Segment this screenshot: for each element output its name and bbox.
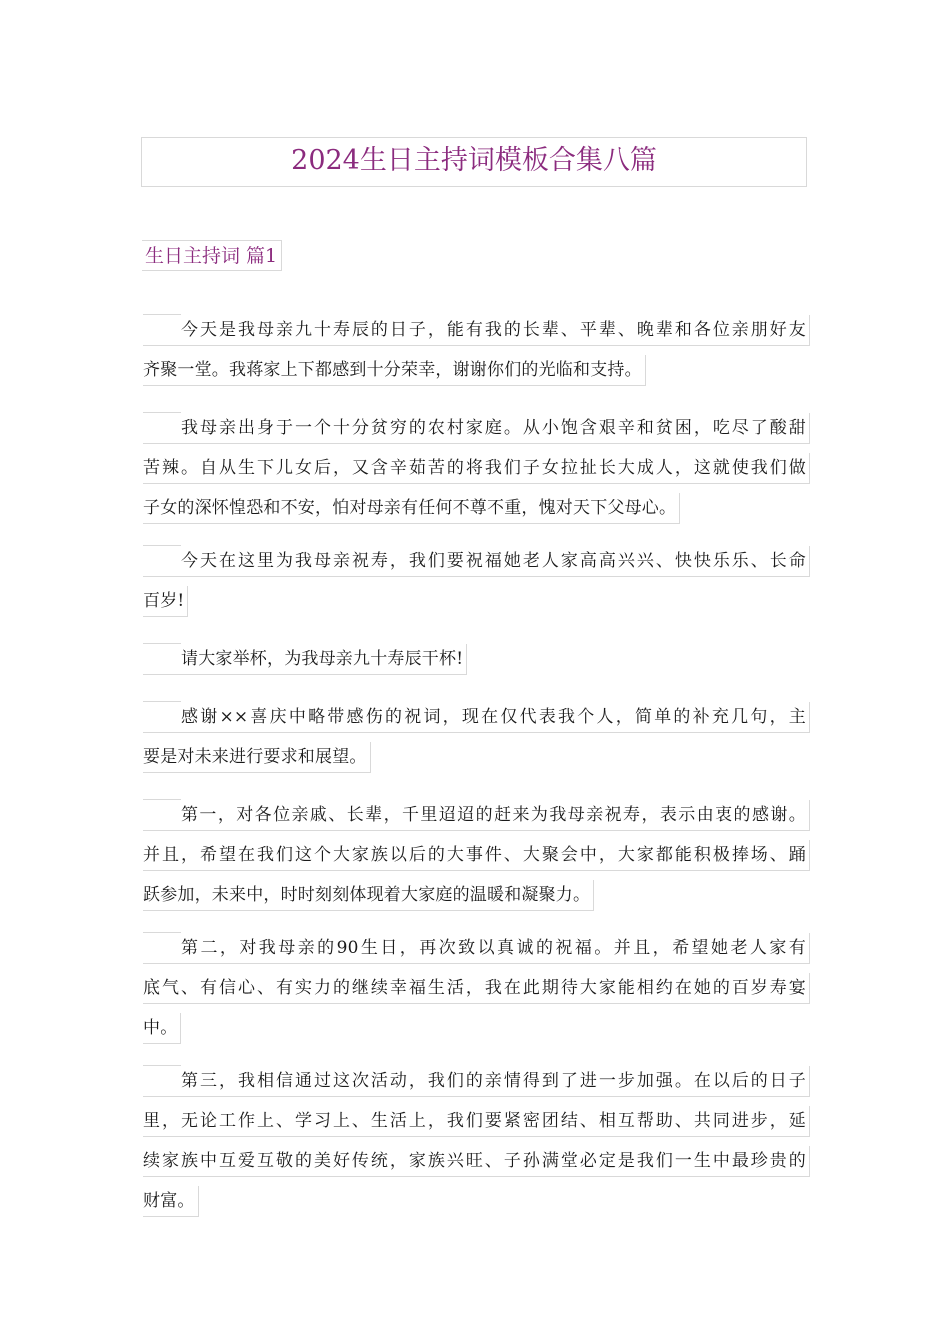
paragraph-line bbox=[143, 741, 809, 781]
line-text: 要是对未来进行要求和展望。 bbox=[143, 742, 371, 773]
line-text: 并且，希望在我们这个大家族以后的大事件、大聚会中，大家都能积极捧场、踊 bbox=[143, 840, 810, 871]
line-text: 齐聚一堂。我蒋家上下都感到十分荣幸，谢谢你们的光临和支持。 bbox=[143, 355, 646, 386]
document-title: 2024生日主持词模板合集八篇 bbox=[141, 137, 807, 187]
paragraph-line bbox=[143, 1105, 809, 1145]
paragraph-line bbox=[143, 354, 809, 394]
paragraph-line bbox=[143, 701, 809, 741]
line-text: 今天在这里为我母亲祝寿，我们要祝福她老人家高高兴兴、快快乐乐、长命 bbox=[143, 546, 810, 577]
paragraph-line bbox=[143, 1145, 809, 1185]
paragraph-line bbox=[143, 412, 809, 452]
paragraph-line bbox=[143, 1012, 809, 1052]
line-text: 第一，对各位亲戚、长辈，千里迢迢的赶来为我母亲祝寿，表示由衷的感谢。 bbox=[143, 800, 810, 831]
paragraph bbox=[143, 314, 809, 394]
paragraph-line bbox=[143, 643, 809, 683]
line-text: 子女的深怀惶恐和不安，怕对母亲有任何不尊不重，愧对天下父母心。 bbox=[143, 493, 680, 524]
paragraph bbox=[143, 799, 809, 919]
section-heading: 生日主持词 篇1 bbox=[142, 240, 282, 271]
paragraph-line bbox=[143, 932, 809, 972]
paragraph bbox=[143, 412, 809, 532]
line-text: 请大家举杯，为我母亲九十寿辰干杯! bbox=[143, 644, 467, 675]
paragraph-line bbox=[143, 1185, 809, 1225]
paragraph-line bbox=[143, 585, 809, 625]
line-text: 苦辣。自从生下儿女后，又含辛茹苦的将我们子女拉扯长大成人，这就使我们做 bbox=[143, 453, 810, 484]
line-text: 感谢××喜庆中略带感伤的祝词，现在仅代表我个人，简单的补充几句，主 bbox=[143, 702, 810, 733]
paragraph-line bbox=[143, 314, 809, 354]
paragraph-line bbox=[143, 972, 809, 1012]
line-text: 续家族中互爱互敬的美好传统，家族兴旺、子孙满堂必定是我们一生中最珍贵的 bbox=[143, 1146, 810, 1177]
paragraph-line bbox=[143, 452, 809, 492]
paragraph-line bbox=[143, 839, 809, 879]
line-text: 第二，对我母亲的90生日，再次致以真诚的祝福。并且，希望她老人家有 bbox=[143, 933, 810, 964]
paragraph bbox=[143, 545, 809, 625]
paragraph bbox=[143, 643, 809, 683]
line-text: 中。 bbox=[143, 1013, 181, 1044]
paragraph-line bbox=[143, 1065, 809, 1105]
paragraph bbox=[143, 701, 809, 781]
line-text: 跃参加，未来中，时时刻刻体现着大家庭的温暖和凝聚力。 bbox=[143, 880, 594, 911]
line-text: 财富。 bbox=[143, 1186, 199, 1217]
paragraph-line bbox=[143, 879, 809, 919]
line-text: 底气、有信心、有实力的继续幸福生活，我在此期待大家能相约在她的百岁寿宴 bbox=[143, 973, 810, 1004]
paragraph bbox=[143, 1065, 809, 1225]
paragraph bbox=[143, 932, 809, 1052]
line-text: 第三，我相信通过这次活动，我们的亲情得到了进一步加强。在以后的日子 bbox=[143, 1066, 810, 1097]
paragraph-line bbox=[143, 545, 809, 585]
line-text: 今天是我母亲九十寿辰的日子，能有我的长辈、平辈、晚辈和各位亲朋好友 bbox=[143, 315, 810, 346]
line-text: 百岁! bbox=[143, 586, 188, 617]
paragraph-line bbox=[143, 799, 809, 839]
line-text: 里，无论工作上、学习上、生活上，我们要紧密团结、相互帮助、共同进步，延 bbox=[143, 1106, 810, 1137]
paragraph-line bbox=[143, 492, 809, 532]
line-text: 我母亲出身于一个十分贫穷的农村家庭。从小饱含艰辛和贫困，吃尽了酸甜 bbox=[143, 413, 810, 444]
